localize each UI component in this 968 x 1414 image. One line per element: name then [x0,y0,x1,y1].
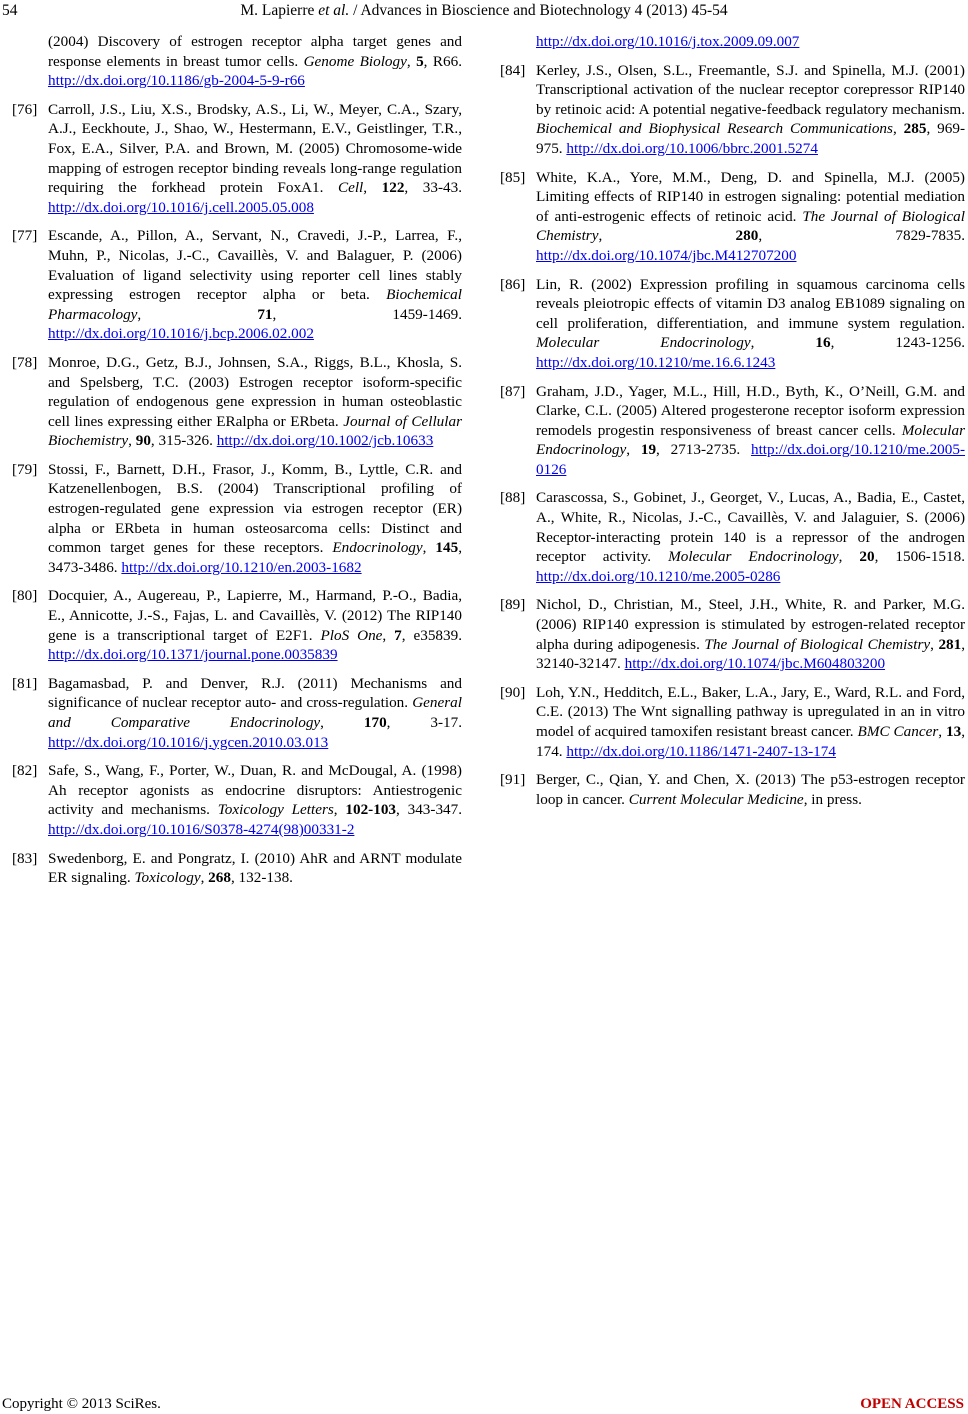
reference-journal: The Journal of Biological Chemistry [704,635,931,653]
page-number: 54 [2,2,18,19]
reference-doi-link[interactable]: http://dx.doi.org/10.1002/jcb.10633 [216,432,434,450]
reference-text: , 1243-1256. [830,334,966,352]
reference-number: [80] [12,587,38,605]
reference-text: Stossi, F., Barnett, D.H., Frasor, J., Komm, B., Lyttle, C.R. and Katzenellenbogen, B.S. (2004) Transcriptional profiling of estrogen-regulated gene expression via estrogen receptor (ER) alpha or ERbeta in human osteosarcoma cells: Distinct and common target genes for these receptors. [48,460,462,557]
page-header [0,0,968,24]
reference-text: , [422,539,436,557]
reference-text: , [930,635,939,653]
reference-text: , [333,801,346,819]
reference-item [12,460,462,578]
reference-doi-link[interactable]: http://dx.doi.org/10.1006/bbrc.2001.5274 [566,139,818,157]
reference-doi-link[interactable]: http://dx.doi.org/10.1074/jbc.M604803200 [624,655,886,673]
reference-item [500,595,965,673]
reference-item [12,226,462,344]
reference-item [500,61,965,159]
reference-text: , in press. [803,790,862,808]
reference-number: [86] [500,275,526,293]
reference-item [12,32,462,91]
reference-text: Berger, C., Qian, Y. and Chen, X. (2013) The p53-estrogen receptor loop in cancer. [536,771,965,808]
reference-volume: 71 [257,305,273,323]
reference-doi-link[interactable]: http://dx.doi.org/10.1371/journal.pone.0035839 [48,646,338,664]
reference-text: , [363,179,382,197]
reference-text: , [137,305,258,323]
reference-text: Swedenborg, E. and Pongratz, I. (2010) AhR and ARNT modulate ER signaling. [48,849,462,887]
reference-doi-link[interactable]: http://dx.doi.org/10.1074/jbc.M412707200 [536,246,797,264]
reference-journal: The Journal of Biological Chemistry [536,207,965,245]
reference-text: , [382,626,395,644]
reference-volume: 7 [394,626,402,644]
reference-text: Kerley, J.S., Olsen, S.L., Freemantle, S.J. and Spinella, M.J. (2001) Transcriptional activation of the nuclear receptor corepressor RIP140 by retinoic acid: A potential negative-feedback regulatory mechanism. [536,61,965,118]
reference-journal: General and Comparative Endocrinology [48,694,462,731]
reference-text: , [892,120,904,138]
reference-text: Monroe, D.G., Getz, B.J., Johnsen, S.A., Riggs, B.L., Khosla, S. and Spelsberg, T.C. (2003) Estrogen receptor isoform-specific regulation of endogenous gene expression in human osteoblastic cell lines expressing either ERalpha or ERbeta. [48,353,462,430]
running-title-authors: M. Lapierre [240,2,319,19]
reference-text: , 2713-2735. [656,441,751,459]
reference-item [500,168,965,266]
reference-text: , R66. [423,52,462,70]
running-title [0,2,968,20]
reference-text: , 7829-7835. [758,227,966,245]
reference-number: [76] [12,100,38,118]
reference-text: , [938,723,947,740]
reference-journal: Cell [337,179,364,197]
reference-volume: 19 [640,441,657,459]
reference-text: , e35839. [401,626,462,644]
reference-text: , 1506-1518. [874,548,966,566]
reference-number: [83] [12,849,38,867]
reference-journal: Genome Biology [303,52,407,70]
reference-text: , 969-975. [536,120,966,157]
reference-item [12,586,462,664]
reference-volume: 170 [363,714,387,731]
reference-text: , [200,869,209,887]
reference-number: [82] [12,762,38,780]
reference-volume: 5 [416,52,424,70]
reference-text: Carascossa, S., Gobinet, J., Georget, V., Lucas, A., Badia, E., Castet, A., White, R., Nicolas, J.-C., Cavaillès, V. and Jalaguier, S. (2006) Receptor-interacting protein 140 is a repressor of the androgen receptor activity. [536,489,965,566]
reference-doi-link[interactable]: http://dx.doi.org/10.1210/en.2003-1682 [121,558,362,576]
reference-journal: Endocrinology [332,539,423,557]
reference-number: [91] [500,771,526,789]
reference-journal: Molecular Endocrinology [536,421,965,459]
reference-item [500,382,965,480]
reference-item [500,683,965,761]
reference-item [500,488,965,586]
reference-volume: 13 [946,723,962,740]
reference-text: , 315-326. [150,432,217,450]
reference-item [500,32,965,52]
reference-number: [84] [500,61,526,79]
reference-item [12,674,462,752]
reference-text: , [598,227,736,245]
reference-journal: Biochemical Pharmacology [48,286,462,323]
reference-doi-link[interactable]: http://dx.doi.org/10.1016/j.cell.2005.05.008 [48,198,314,216]
reference-text: , 32140-32147. [536,635,966,673]
reference-text: , [838,548,860,566]
reference-text: Docquier, A., Augereau, P., Lapierre, M., Harmand, P.-O., Badia, E., Annicotte, J.-S., Fajas, L. and Cavaillès, V. (2012) The RIP140 gene is a transcriptional target of E2F1. [48,587,462,644]
reference-text: , 132-138. [230,869,293,887]
reference-item [12,353,462,451]
reference-text: , 1459-1469. [272,305,462,323]
reference-item [12,761,462,839]
reference-journal: Biochemical and Biophysical Research Communications [536,120,893,138]
reference-volume: 280 [735,227,759,245]
reference-text: , 174. [536,723,965,760]
reference-item [12,849,462,888]
reference-number: [85] [500,168,526,186]
reference-number: [88] [500,489,526,507]
reference-text: Safe, S., Wang, F., Porter, W., Duan, R. and McDougal, A. (1998) Ah receptor agonists as endocrine disruptors: Antiestrogenic activity and mechanisms. [48,762,462,819]
reference-volume: 268 [208,869,231,887]
reference-doi-link[interactable]: http://dx.doi.org/10.1016/j.ygcen.2010.03.013 [48,733,329,751]
reference-number: [90] [500,683,526,701]
left-column-references [12,32,462,897]
reference-doi-link[interactable]: http://dx.doi.org/10.1210/me.16.6.1243 [536,353,776,371]
reference-doi-link[interactable]: http://dx.doi.org/10.1186/1471-2407-13-174 [566,742,836,760]
reference-volume: 16 [815,334,831,352]
reference-number: [87] [500,382,526,400]
reference-item [500,275,965,373]
reference-text: , 3-17. [386,714,462,731]
reference-doi-link[interactable]: http://dx.doi.org/10.1016/j.bcp.2006.02.002 [48,325,314,343]
reference-text: , 3473-3486. [48,539,462,576]
reference-text: , 343-347. [396,801,463,819]
reference-doi-link[interactable]: http://dx.doi.org/10.1186/gb-2004-5-9-r66 [48,72,305,90]
running-title-etal: et al. [318,2,350,19]
reference-doi-link[interactable]: http://dx.doi.org/10.1210/me.2005-0286 [536,567,781,585]
reference-volume: 20 [859,548,875,566]
reference-text: Nichol, D., Christian, M., Steel, J.H., White, R. and Parker, M.G. (2006) RIP140 expression is stimulated by estrogen-related receptor alpha during adipogenesis. [536,596,965,653]
reference-text: White, K.A., Yore, M.M., Deng, D. and Spinella, M.J. (2005) Limiting effects of RIP140 in estrogen signaling: potential mediation of anti-estrogenic effects of retinoic acid. [536,168,965,225]
reference-journal: PloS One [320,626,383,644]
reference-volume: 145 [435,539,459,557]
reference-item [500,770,965,809]
reference-number: [79] [12,460,38,478]
reference-volume: 281 [938,635,962,653]
reference-text: Loh, Y.N., Hedditch, E.L., Baker, L.A., Jary, E., Ward, R.L. and Ford, C.E. (2013) The Wnt signalling pathway is upregulated in an in vitro model of acquired tamoxifen resistant breast cancer. [536,683,965,740]
reference-doi-link[interactable]: http://dx.doi.org/10.1016/j.tox.2009.09.007 [536,33,800,50]
copyright-notice: Copyright © 2013 SciRes. [2,1396,161,1412]
reference-text: Escande, A., Pillon, A., Servant, N., Cravedi, J.-P., Larrea, F., Muhn, P., Nicolas, J.-C., Cavaillès, V. and Balaguer, P. (2006) Evaluation of ligand selectivity using reporter cell lines stably expressing estrogen receptor alpha or beta. [48,227,462,304]
reference-number: [77] [12,227,38,245]
reference-number: [89] [500,596,526,614]
reference-number: [78] [12,353,38,371]
reference-journal: Molecular Endocrinology [668,548,839,566]
reference-item [12,100,462,218]
reference-text: , [750,334,816,352]
running-title-journal: / Advances in Bioscience and Biotechnology 4 (2013) 45-54 [349,2,728,19]
reference-volume: 122 [381,179,405,197]
reference-journal: Toxicology Letters [217,801,334,819]
reference-text: (2004) Discovery of estrogen receptor alpha target genes and response elements in breast tumor cells. [48,33,462,70]
reference-text: , [406,52,417,70]
reference-text: Carroll, J.S., Liu, X.S., Brodsky, A.S., Li, W., Meyer, C.A., Szary, A.J., Eeckhoute, J., Shao, W., Hestermann, E.V., Geistlinger, T.R., Fox, E.A., Silver, P.A. and Brown, M. (2005) Chromosome-wide mapping of estrogen receptor binding reveals long-range regulation requiring the forkhead protein FoxA1. [48,100,462,197]
reference-text: , [320,714,364,731]
reference-number: [81] [12,674,38,692]
reference-journal: Current Molecular Medicine [628,790,804,808]
open-access-label: OPEN ACCESS [860,1396,964,1412]
reference-volume: 102-103 [345,801,397,819]
reference-volume: 90 [135,432,151,450]
reference-volume: 285 [903,120,927,138]
reference-journal: Molecular Endocrinology [536,334,751,352]
right-column-references [500,32,965,818]
reference-doi-link[interactable]: http://dx.doi.org/10.1210/me.2005-0126 [536,441,966,478]
reference-journal: Journal of Cellular Biochemistry [48,412,462,450]
reference-text: , [626,441,641,459]
reference-text: , [128,432,136,450]
reference-text: Graham, J.D., Yager, M.L., Hill, H.D., Byth, K., O’Neill, G.M. and Clarke, C.L. (2005) Altered progesterone receptor isoform expression remodels progestin responsiveness of breast cancer cells. [536,382,965,439]
reference-text: Bagamasbad, P. and Denver, R.J. (2011) Mechanisms and significance of nuclear receptor auto- and cross-regulation. [48,674,462,712]
reference-text: , 33-43. [404,179,462,197]
reference-text: Lin, R. (2002) Expression profiling in squamous carcinoma cells reveals pleiotropic effects of vitamin D3 analog EB1089 signaling on cell proliferation, differentiation, and immune system regulation. [536,275,965,332]
reference-journal: BMC Cancer [857,723,939,740]
reference-journal: Toxicology [134,869,201,887]
reference-doi-link[interactable]: http://dx.doi.org/10.1016/S0378-4274(98)00331-2 [48,820,355,838]
